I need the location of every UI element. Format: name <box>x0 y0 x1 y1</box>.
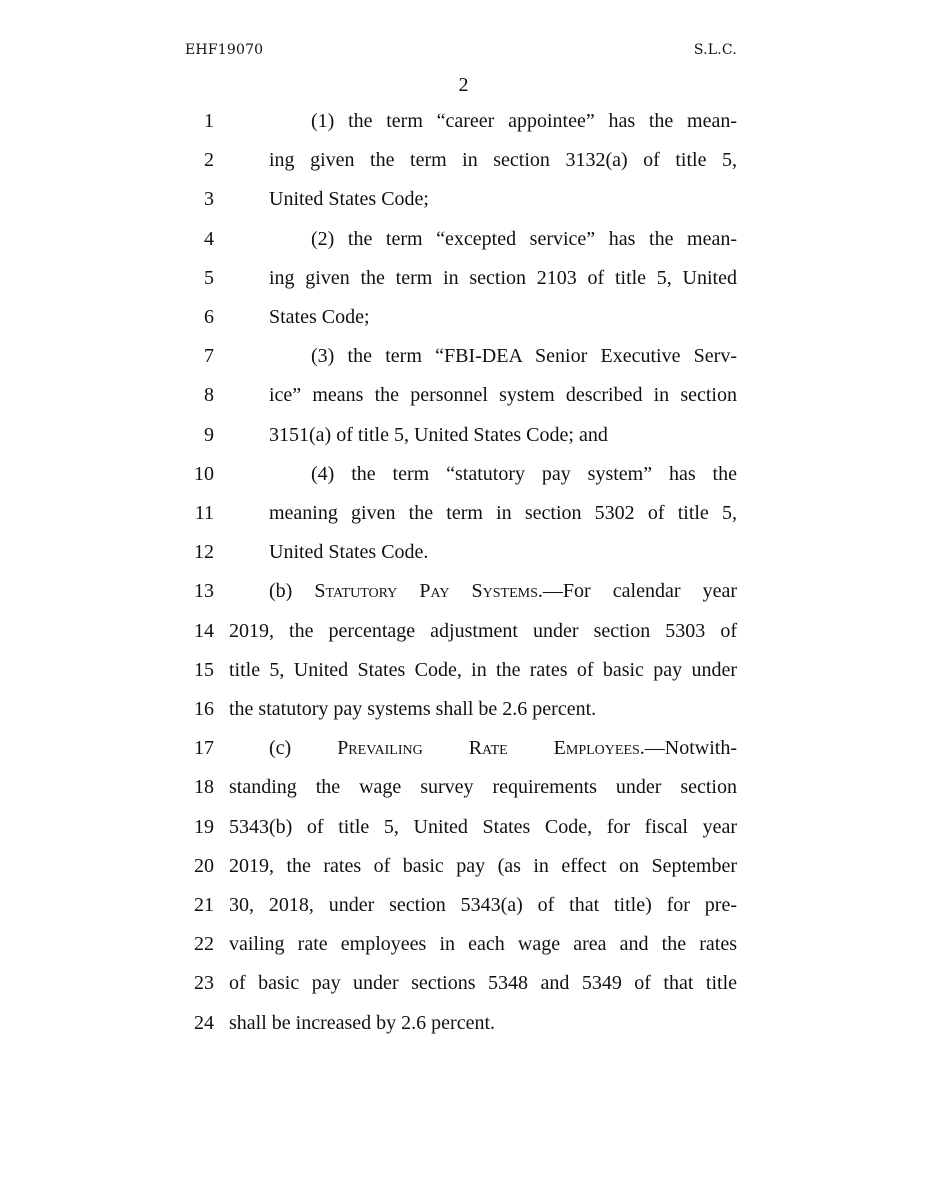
line-number: 19 <box>194 815 214 838</box>
line-text: (1) the term “career appointee” has the mean- <box>311 110 737 132</box>
line-text: (4) the term “statutory pay system” has the <box>311 462 737 485</box>
line-text: title 5, United States Code, in the rates of basic pay under <box>229 658 737 681</box>
line-text: United States Code. <box>269 541 429 564</box>
bill-line <box>0 344 927 383</box>
line-text: States Code; <box>269 306 370 328</box>
section-heading: Statutory Pay Systems <box>314 580 538 603</box>
line-number: 1 <box>204 110 214 132</box>
line-number: 18 <box>194 776 214 799</box>
bill-line <box>0 775 927 814</box>
bill-line <box>0 423 927 462</box>
bill-line <box>0 266 927 305</box>
line-text: (3) the term “FBI-DEA Senior Executive Serv- <box>311 345 737 368</box>
line-text: of basic pay under sections 5348 and 5349 of that title <box>229 972 737 995</box>
line-number: 12 <box>194 541 214 564</box>
line-number: 21 <box>194 894 214 916</box>
line-number: 20 <box>194 854 214 877</box>
line-number: 15 <box>194 658 214 681</box>
line-number: 22 <box>194 933 214 956</box>
line-number: 13 <box>194 580 214 603</box>
bill-line <box>0 501 927 540</box>
bill-line <box>0 579 927 618</box>
document-id: EHF19070 <box>185 42 264 58</box>
line-text: the statutory pay systems shall be 2.6 percent. <box>229 698 597 720</box>
bill-line <box>0 736 927 775</box>
bill-line <box>0 658 927 697</box>
line-text: ing given the term in section 2103 of title 5, United <box>269 266 737 289</box>
line-number: 8 <box>204 384 214 407</box>
line-text: standing the wage survey requirements under section <box>229 776 737 799</box>
line-text: 2019, the percentage adjustment under section 5303 of <box>229 619 737 642</box>
bill-line <box>0 462 927 501</box>
line-text: 30, 2018, under section 5343(a) of that title) for pre- <box>229 894 737 916</box>
line-text: United States Code; <box>269 188 429 211</box>
bill-line <box>0 148 927 187</box>
bill-line <box>0 383 927 422</box>
line-text: (c) Prevailing Rate Employees.—Notwith- <box>269 737 738 760</box>
bill-line <box>0 227 927 266</box>
line-number: 11 <box>194 502 214 524</box>
bill-line <box>0 305 927 344</box>
line-number: 14 <box>194 619 214 642</box>
line-text: (b) Statutory Pay Systems.—For calendar year <box>269 580 737 603</box>
line-text: 2019, the rates of basic pay (as in effect on September <box>229 854 737 877</box>
line-text: vailing rate employees in each wage area and the rates <box>229 933 737 956</box>
line-text: 5343(b) of title 5, United States Code, for fiscal year <box>229 815 737 838</box>
line-number: 7 <box>204 345 214 368</box>
line-number: 6 <box>204 306 214 328</box>
line-number: 10 <box>194 462 214 485</box>
bill-line <box>0 815 927 854</box>
bill-line <box>0 1011 927 1050</box>
bill-line <box>0 540 927 579</box>
bill-line <box>0 893 927 932</box>
line-text: ing given the term in section 3132(a) of title 5, <box>269 149 737 172</box>
line-number: 9 <box>204 423 214 446</box>
bill-line <box>0 932 927 971</box>
bill-line <box>0 619 927 658</box>
line-number: 17 <box>194 737 214 760</box>
page-number: 2 <box>458 74 469 96</box>
bill-line <box>0 109 927 148</box>
bill-line <box>0 187 927 226</box>
office-code: S.L.C. <box>693 42 737 58</box>
line-number: 2 <box>204 149 214 172</box>
line-number: 5 <box>204 266 214 289</box>
bill-line <box>0 971 927 1010</box>
line-text: 3151(a) of title 5, United States Code; and <box>269 423 608 446</box>
line-text: ice” means the personnel system described in section <box>269 384 737 407</box>
line-number: 3 <box>204 188 214 211</box>
line-number: 24 <box>194 1011 214 1034</box>
line-number: 23 <box>194 972 214 995</box>
line-text: shall be increased by 2.6 percent. <box>229 1011 496 1034</box>
bill-line <box>0 854 927 893</box>
section-heading: Prevailing Rate Employees <box>337 737 640 760</box>
bill-line <box>0 697 927 736</box>
line-text: meaning given the term in section 5302 of title 5, <box>269 502 737 524</box>
line-number: 4 <box>204 227 214 250</box>
line-number: 16 <box>194 698 214 720</box>
line-text: (2) the term “excepted service” has the mean- <box>311 227 737 250</box>
